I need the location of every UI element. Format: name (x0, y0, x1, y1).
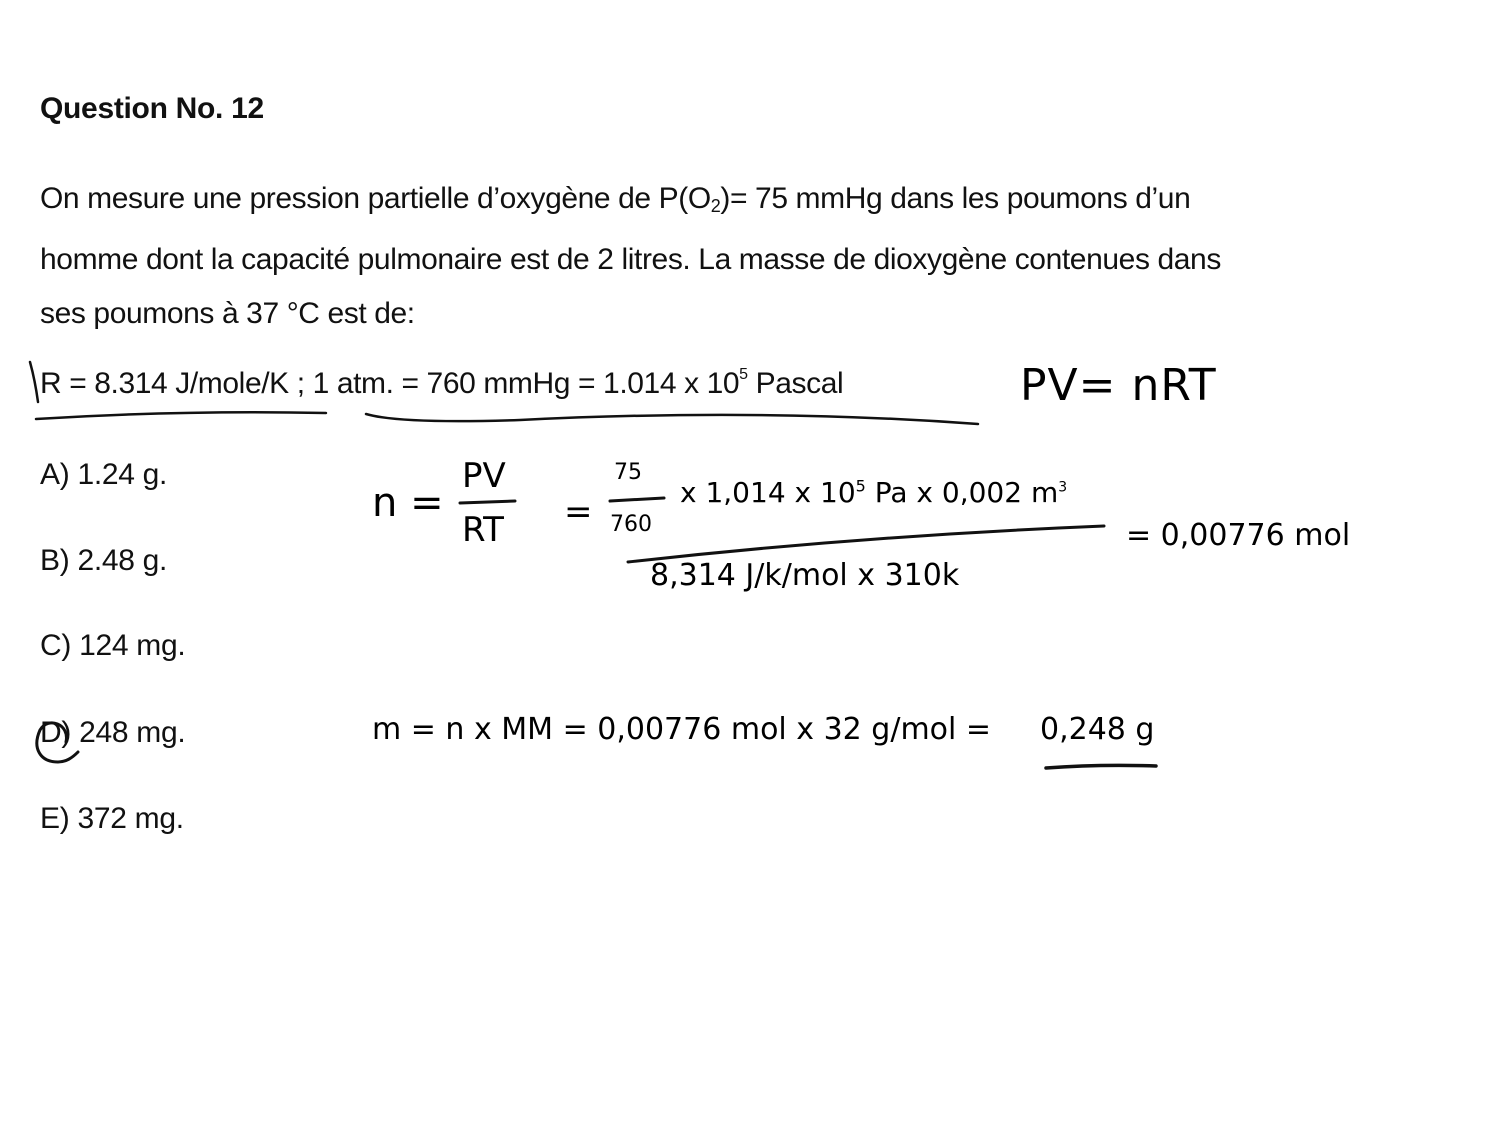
handwritten-frac-numerator: PV (462, 456, 506, 496)
option-a: A) 1.24 g. (40, 458, 168, 491)
handwritten-n-result: = 0,00776 mol (1126, 518, 1351, 553)
handwritten-ideal-gas-law: PV= nRT (1020, 360, 1217, 411)
question-title: Question No. 12 (40, 92, 264, 125)
constants-line: R = 8.314 J/mole/K ; 1 atm. = 760 mmHg = 1.014 x $10^5$ Pascal (40, 366, 844, 400)
question-line-1: On mesure une pression partielle d’oxygène de $P(O_2)= 75$ mmHg dans les poumons d’un (40, 182, 1191, 216)
gas-constant: R = 8.314 J/mole/K (40, 367, 289, 400)
handwritten-denominator: 8,314 J/k/mol x 310k (650, 558, 960, 593)
handwritten-75: 75 (614, 460, 642, 485)
option-c: C) 124 mg. (40, 629, 186, 662)
handwritten-mass-equation: m = n x MM = 0,00776 mol x 32 g/mol = (372, 712, 992, 747)
handwritten-760: 760 (610, 512, 652, 537)
handwritten-n-lhs: n = (372, 480, 444, 526)
option-e: E) 372 mg. (40, 802, 184, 835)
handwritten-numerator: x 1,014 x $10^5$ Pa x 0,002 $m^3$ (680, 476, 1068, 509)
question-line-2: homme dont la capacité pulmonaire est de 2 litres. La masse de dioxygène contenues dans (40, 243, 1221, 276)
option-b: B) 2.48 g. (40, 544, 168, 577)
atm-conversion: 1 atm. = 760 mmHg = 1.014 x $10^5$ Pascal (312, 366, 844, 400)
question-text (40, 172, 1480, 341)
question-line-3: ses poumons à 37 °C est de: (40, 297, 415, 330)
handwritten-frac-denominator: RT (462, 510, 504, 550)
handwritten-equals: = (564, 492, 593, 532)
option-d-selected: D) 248 mg. (40, 716, 186, 749)
handwritten-mass-result: 0,248 g (1040, 712, 1155, 747)
